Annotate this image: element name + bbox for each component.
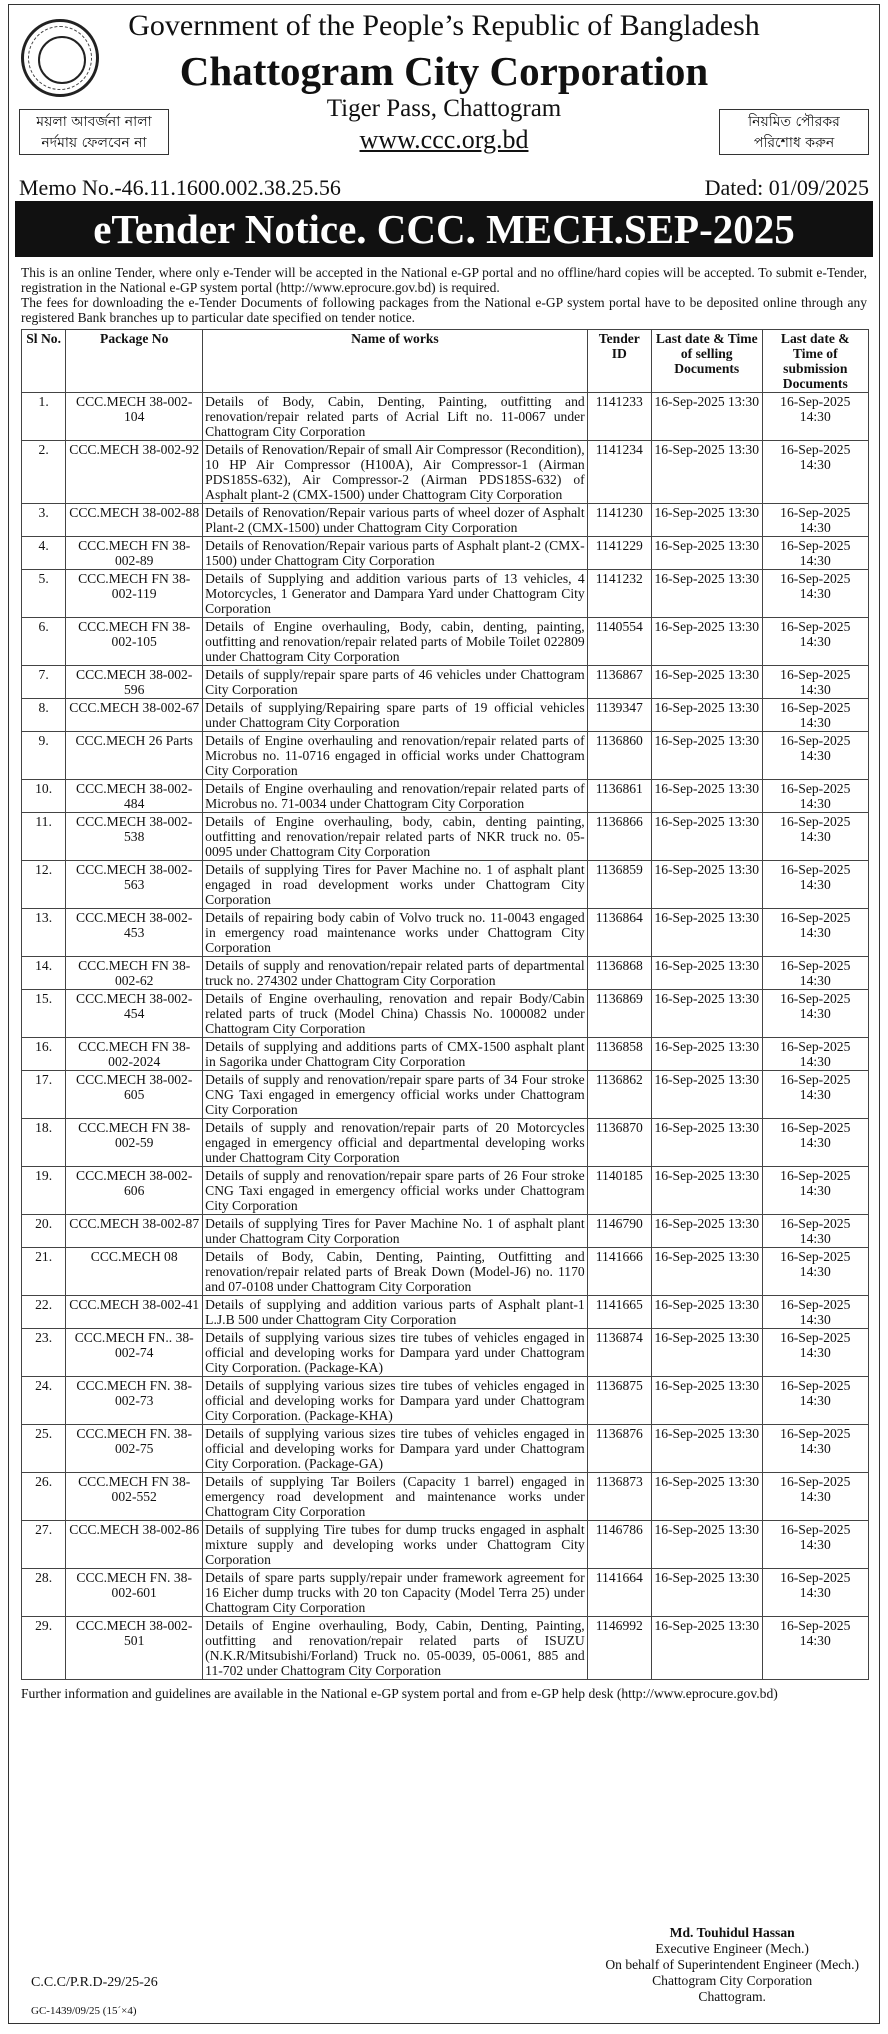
table-row <box>22 990 869 1038</box>
row-tender-id: 1139347 <box>587 699 651 732</box>
table-row <box>22 1473 869 1521</box>
row-sl: 27. <box>22 1521 66 1569</box>
row-sl: 29. <box>22 1617 66 1680</box>
row-work-name: Details of supply and renovation/repair related parts of departmental truck no. 274302 under Chattogram City Corporation <box>203 957 588 990</box>
row-tender-id: 1136861 <box>587 780 651 813</box>
row-work-name: Details of Renovation/Repair of small Air Compressor (Recondition), 10 HP Air Compressor (H100A), Air Compressor-1 (Airman PDS185S-632), Air Compressor-2 (Airman PDS185S-632) of Asphalt plant-2 (CMX-1500) under Chattogram City Corporation <box>203 441 588 504</box>
row-package: CCC.MECH 38-002-563 <box>66 861 203 909</box>
row-tender-id: 1136875 <box>587 1377 651 1425</box>
row-work-name: Details of supplying and addition various parts of Asphalt plant-1 L.J.B 500 under Chattogram City Corporation <box>203 1296 588 1329</box>
row-tender-id: 1141233 <box>587 393 651 441</box>
row-work-name: Details of supplying various sizes tire tubes of vehicles engaged in official and developing works for Dampara yard under Chattogram City Corporation. (Package-KHA) <box>203 1377 588 1425</box>
row-tender-id: 1141230 <box>587 504 651 537</box>
table-row <box>22 1377 869 1425</box>
signatory-title: Executive Engineer (Mech.) <box>655 1941 809 1956</box>
table-row <box>22 780 869 813</box>
row-selling-date: 16-Sep-2025 13:30 <box>651 1329 762 1377</box>
table-row <box>22 1215 869 1248</box>
row-package: CCC.MECH FN 38-002-89 <box>66 537 203 570</box>
row-submission-date: 16-Sep-2025 14:30 <box>762 1038 868 1071</box>
row-selling-date: 16-Sep-2025 13:30 <box>651 732 762 780</box>
row-package: CCC.MECH 26 Parts <box>66 732 203 780</box>
row-selling-date: 16-Sep-2025 13:30 <box>651 1296 762 1329</box>
row-sl: 19. <box>22 1167 66 1215</box>
row-selling-date: 16-Sep-2025 13:30 <box>651 1473 762 1521</box>
signature-block <box>605 1925 859 2005</box>
memo-number: Memo No.-46.11.1600.002.38.25.56 <box>19 175 341 200</box>
row-submission-date: 16-Sep-2025 14:30 <box>762 441 868 504</box>
row-sl: 5. <box>22 570 66 618</box>
table-row <box>22 1167 869 1215</box>
row-work-name: Details of supplying Tires for Paver Machine No. 1 of asphalt plant under Chattogram City Corporation <box>203 1215 588 1248</box>
row-submission-date: 16-Sep-2025 14:30 <box>762 990 868 1038</box>
row-tender-id: 1136866 <box>587 813 651 861</box>
header-sl: Sl No. <box>22 330 66 393</box>
row-package: CCC.MECH FN 38-002-105 <box>66 618 203 666</box>
row-selling-date: 16-Sep-2025 13:30 <box>651 957 762 990</box>
row-tender-id: 1136870 <box>587 1119 651 1167</box>
row-selling-date: 16-Sep-2025 13:30 <box>651 780 762 813</box>
row-submission-date: 16-Sep-2025 14:30 <box>762 1521 868 1569</box>
header-tender-id: Tender ID <box>587 330 651 393</box>
intro-text <box>21 265 867 325</box>
row-package: CCC.MECH 38-002-596 <box>66 666 203 699</box>
row-package: CCC.MECH 08 <box>66 1248 203 1296</box>
row-sl: 11. <box>22 813 66 861</box>
row-work-name: Details of Supplying and addition various parts of 13 vehicles, 4 Motorcycles, 1 Generator and Dampara Yard under Chattogram City Corporation <box>203 570 588 618</box>
row-selling-date: 16-Sep-2025 13:30 <box>651 441 762 504</box>
row-tender-id: 1136873 <box>587 1473 651 1521</box>
header-selling: Last date & Time of selling Documents <box>651 330 762 393</box>
row-tender-id: 1146992 <box>587 1617 651 1680</box>
table-row <box>22 909 869 957</box>
row-work-name: Details of Engine overhauling, body, cabin, denting painting, outfitting and renovation/repair related parts of NKR truck no. 05-0095 under Chattogram City Corporation <box>203 813 588 861</box>
row-selling-date: 16-Sep-2025 13:30 <box>651 699 762 732</box>
row-selling-date: 16-Sep-2025 13:30 <box>651 1038 762 1071</box>
row-package: CCC.MECH FN.. 38-002-74 <box>66 1329 203 1377</box>
row-selling-date: 16-Sep-2025 13:30 <box>651 1521 762 1569</box>
row-work-name: Details of supply and renovation/repair spare parts of 26 Four stroke CNG Taxi engaged in emergency official works under Chattogram City Corporation <box>203 1167 588 1215</box>
row-work-name: Details of supplying Tar Boilers (Capacity 1 barrel) engaged in emergency road development and maintenance works under Chattogram City Corporation <box>203 1473 588 1521</box>
row-tender-id: 1141664 <box>587 1569 651 1617</box>
row-package: CCC.MECH FN. 38-002-75 <box>66 1425 203 1473</box>
tender-table <box>21 329 869 1680</box>
table-row <box>22 537 869 570</box>
table-row <box>22 618 869 666</box>
row-sl: 9. <box>22 732 66 780</box>
row-sl: 28. <box>22 1569 66 1617</box>
row-package: CCC.MECH FN 38-002-62 <box>66 957 203 990</box>
row-package: CCC.MECH FN. 38-002-73 <box>66 1377 203 1425</box>
row-sl: 6. <box>22 618 66 666</box>
row-selling-date: 16-Sep-2025 13:30 <box>651 1071 762 1119</box>
row-tender-id: 1141665 <box>587 1296 651 1329</box>
row-work-name: Details of supply/repair spare parts of 46 vehicles under Chattogram City Corporation <box>203 666 588 699</box>
row-tender-id: 1146790 <box>587 1215 651 1248</box>
row-package: CCC.MECH FN 38-002-2024 <box>66 1038 203 1071</box>
row-package: CCC.MECH 38-002-92 <box>66 441 203 504</box>
row-work-name: Details of Engine overhauling, renovation and repair Body/Cabin related parts of truck (Model China) Chassis No. 1000082 under Chattogram City Corporation <box>203 990 588 1038</box>
row-selling-date: 16-Sep-2025 13:30 <box>651 393 762 441</box>
slogan-box-right <box>719 109 869 155</box>
notice-banner: eTender Notice. CCC. MECH.SEP-2025 <box>15 201 873 257</box>
table-row <box>22 1248 869 1296</box>
intro-paragraph-2: The fees for downloading the e-Tender Documents of following packages from the National e-GP system portal have to be deposited online through any registered Bank branches up to particular date specified on tender notice. <box>21 295 867 325</box>
row-selling-date: 16-Sep-2025 13:30 <box>651 504 762 537</box>
row-submission-date: 16-Sep-2025 14:30 <box>762 1425 868 1473</box>
table-row <box>22 1617 869 1680</box>
row-submission-date: 16-Sep-2025 14:30 <box>762 732 868 780</box>
table-row <box>22 570 869 618</box>
reference-number: C.C.C/P.R.D-29/25-26 <box>31 1975 158 1990</box>
row-submission-date: 16-Sep-2025 14:30 <box>762 1071 868 1119</box>
row-submission-date: 16-Sep-2025 14:30 <box>762 666 868 699</box>
row-work-name: Details of Body, Cabin, Denting, Painting, Outfitting and renovation/repair related parts of Break Down (Model-J6) no. 1170 and 07-0108 under Chattogram City Corporation <box>203 1248 588 1296</box>
table-row <box>22 861 869 909</box>
row-selling-date: 16-Sep-2025 13:30 <box>651 909 762 957</box>
row-submission-date: 16-Sep-2025 14:30 <box>762 699 868 732</box>
row-selling-date: 16-Sep-2025 13:30 <box>651 1248 762 1296</box>
row-sl: 14. <box>22 957 66 990</box>
row-package: CCC.MECH 38-002-501 <box>66 1617 203 1680</box>
row-package: CCC.MECH 38-002-606 <box>66 1167 203 1215</box>
row-selling-date: 16-Sep-2025 13:30 <box>651 1119 762 1167</box>
row-tender-id: 1141232 <box>587 570 651 618</box>
row-work-name: Details of spare parts supply/repair under framework agreement for 16 Eicher dump trucks with 20 ton Capacity (Model Terra 25) under Chattogram City Corporation <box>203 1569 588 1617</box>
corporation-title: Chattogram City Corporation <box>179 48 709 94</box>
row-submission-date: 16-Sep-2025 14:30 <box>762 393 868 441</box>
row-tender-id: 1136876 <box>587 1425 651 1473</box>
table-body <box>22 393 869 1680</box>
row-package: CCC.MECH FN. 38-002-601 <box>66 1569 203 1617</box>
row-tender-id: 1136874 <box>587 1329 651 1377</box>
table-row <box>22 1329 869 1377</box>
row-tender-id: 1136868 <box>587 957 651 990</box>
row-submission-date: 16-Sep-2025 14:30 <box>762 1248 868 1296</box>
table-row <box>22 1038 869 1071</box>
row-submission-date: 16-Sep-2025 14:30 <box>762 1473 868 1521</box>
corporation-address: Tiger Pass, Chattogram <box>326 95 562 122</box>
row-work-name: Details of supply and renovation/repair spare parts of 34 Four stroke CNG Taxi engaged in emergency official works under Chattogram City Corporation <box>203 1071 588 1119</box>
row-submission-date: 16-Sep-2025 14:30 <box>762 537 868 570</box>
table-row <box>22 1425 869 1473</box>
row-tender-id: 1136862 <box>587 1071 651 1119</box>
row-submission-date: 16-Sep-2025 14:30 <box>762 1119 868 1167</box>
row-sl: 18. <box>22 1119 66 1167</box>
row-package: CCC.MECH 38-002-605 <box>66 1071 203 1119</box>
row-selling-date: 16-Sep-2025 13:30 <box>651 990 762 1038</box>
table-row <box>22 441 869 504</box>
row-submission-date: 16-Sep-2025 14:30 <box>762 1215 868 1248</box>
row-sl: 7. <box>22 666 66 699</box>
row-sl: 3. <box>22 504 66 537</box>
slogan-left-line1: ময়লা আবর্জনা নালা <box>36 114 152 130</box>
header-package: Package No <box>66 330 203 393</box>
tender-notice-page <box>8 4 880 2024</box>
row-tender-id: 1136860 <box>587 732 651 780</box>
row-tender-id: 1136859 <box>587 861 651 909</box>
row-work-name: Details of supplying various sizes tire tubes of vehicles engaged in official and developing works for Dampara yard under Chattogram City Corporation. (Package-GA) <box>203 1425 588 1473</box>
row-tender-id: 1136869 <box>587 990 651 1038</box>
row-submission-date: 16-Sep-2025 14:30 <box>762 1296 868 1329</box>
row-sl: 20. <box>22 1215 66 1248</box>
row-work-name: Details of repairing body cabin of Volvo truck no. 11-0043 engaged in emergency road maintenance works under Chattogram City Corporation <box>203 909 588 957</box>
row-submission-date: 16-Sep-2025 14:30 <box>762 957 868 990</box>
signatory-behalf: On behalf of Superintendent Engineer (Mech.) <box>605 1957 859 1972</box>
row-work-name: Details of Engine overhauling, Body, cabin, denting, painting, outfitting and renovation/repair related parts of Mobile Toilet 022809 under Chattogram City Corporation <box>203 618 588 666</box>
row-selling-date: 16-Sep-2025 13:30 <box>651 1617 762 1680</box>
row-submission-date: 16-Sep-2025 14:30 <box>762 780 868 813</box>
row-work-name: Details of supplying various sizes tire tubes of vehicles engaged in official and developing works for Dampara yard under Chattogram City Corporation. (Package-KA) <box>203 1329 588 1377</box>
row-work-name: Details of supplying/Repairing spare parts of 19 official vehicles under Chattogram City Corporation <box>203 699 588 732</box>
row-sl: 26. <box>22 1473 66 1521</box>
intro-paragraph-1: This is an online Tender, where only e-Tender will be accepted in the National e-GP portal and no offline/hard copies will be accepted. To submit e-Tender, registration in the National e-GP system portal (http://www.eprocure.gov.bd) is required. <box>21 265 867 295</box>
row-sl: 17. <box>22 1071 66 1119</box>
row-package: CCC.MECH 38-002-41 <box>66 1296 203 1329</box>
table-row <box>22 1521 869 1569</box>
row-sl: 13. <box>22 909 66 957</box>
row-selling-date: 16-Sep-2025 13:30 <box>651 1215 762 1248</box>
row-work-name: Details of supply and renovation/repair parts of 20 Motorcycles engaged in emergency official and departmental developing works under Chattogram City Corporation <box>203 1119 588 1167</box>
row-selling-date: 16-Sep-2025 13:30 <box>651 570 762 618</box>
row-tender-id: 1140554 <box>587 618 651 666</box>
row-submission-date: 16-Sep-2025 14:30 <box>762 504 868 537</box>
memo-date: Dated: 01/09/2025 <box>704 175 869 200</box>
row-submission-date: 16-Sep-2025 14:30 <box>762 1377 868 1425</box>
row-package: CCC.MECH 38-002-87 <box>66 1215 203 1248</box>
row-work-name: Details of Renovation/Repair various parts of wheel dozer of Asphalt Plant-2 (CMX-1500) under Chattogram City Corporation <box>203 504 588 537</box>
table-row <box>22 1296 869 1329</box>
row-sl: 8. <box>22 699 66 732</box>
row-work-name: Details of Engine overhauling and renovation/repair related parts of Microbus no. 11-0716 engaged in official works under Chattogram City Corporation <box>203 732 588 780</box>
row-package: CCC.MECH 38-002-538 <box>66 813 203 861</box>
row-submission-date: 16-Sep-2025 14:30 <box>762 618 868 666</box>
slogan-box-left <box>19 109 169 155</box>
memo-row <box>9 155 879 201</box>
government-title: Government of the People’s Republic of Bangladesh <box>128 9 760 42</box>
notice-header <box>9 5 879 155</box>
row-sl: 4. <box>22 537 66 570</box>
row-sl: 24. <box>22 1377 66 1425</box>
row-submission-date: 16-Sep-2025 14:30 <box>762 1569 868 1617</box>
row-package: CCC.MECH 38-002-88 <box>66 504 203 537</box>
row-submission-date: 16-Sep-2025 14:30 <box>762 813 868 861</box>
row-selling-date: 16-Sep-2025 13:30 <box>651 666 762 699</box>
footer-note: Further information and guidelines are available in the National e-GP system portal and from e-GP help desk (http://www.eprocure.gov.bd) <box>21 1686 778 1701</box>
row-sl: 22. <box>22 1296 66 1329</box>
row-tender-id: 1141666 <box>587 1248 651 1296</box>
table-row <box>22 393 869 441</box>
row-sl: 23. <box>22 1329 66 1377</box>
row-package: CCC.MECH 38-002-484 <box>66 780 203 813</box>
table-header-row <box>22 330 869 393</box>
table-row <box>22 1569 869 1617</box>
row-tender-id: 1141234 <box>587 441 651 504</box>
row-sl: 25. <box>22 1425 66 1473</box>
row-submission-date: 16-Sep-2025 14:30 <box>762 1329 868 1377</box>
table-row <box>22 699 869 732</box>
row-sl: 1. <box>22 393 66 441</box>
header-submission: Last date & Time of submission Documents <box>762 330 868 393</box>
signatory-city: Chattogram. <box>698 1989 766 2004</box>
row-work-name: Details of supplying Tires for Paver Machine no. 1 of asphalt plant engaged in road development works under Chattogram City Corporation <box>203 861 588 909</box>
row-tender-id: 1136858 <box>587 1038 651 1071</box>
row-package: CCC.MECH FN 38-002-119 <box>66 570 203 618</box>
row-package: CCC.MECH 38-002-104 <box>66 393 203 441</box>
row-work-name: Details of Body, Cabin, Denting, Painting, outfitting and renovation/repair related parts of Acrial Lift no. 11-0067 under Chattogram City Corporation <box>203 393 588 441</box>
table-row <box>22 813 869 861</box>
row-selling-date: 16-Sep-2025 13:30 <box>651 1167 762 1215</box>
row-tender-id: 1140185 <box>587 1167 651 1215</box>
slogan-right-line2: পরিশোধ করুন <box>753 135 835 151</box>
table-row <box>22 666 869 699</box>
row-sl: 2. <box>22 441 66 504</box>
signatory-name: Md. Touhidul Hassan <box>669 1925 795 1940</box>
row-submission-date: 16-Sep-2025 14:30 <box>762 909 868 957</box>
row-tender-id: 1136867 <box>587 666 651 699</box>
slogan-left-line2: নর্দমায় ফেলবেন না <box>41 135 147 151</box>
row-selling-date: 16-Sep-2025 13:30 <box>651 537 762 570</box>
row-selling-date: 16-Sep-2025 13:30 <box>651 1377 762 1425</box>
row-submission-date: 16-Sep-2025 14:30 <box>762 1617 868 1680</box>
slogan-right-line1: নিয়মিত পৌরকর <box>748 114 840 130</box>
row-selling-date: 16-Sep-2025 13:30 <box>651 813 762 861</box>
row-work-name: Details of Renovation/Repair various parts of Asphalt plant-2 (CMX-1500) under Chattogram City Corporation <box>203 537 588 570</box>
row-selling-date: 16-Sep-2025 13:30 <box>651 861 762 909</box>
row-tender-id: 1146786 <box>587 1521 651 1569</box>
table-row <box>22 504 869 537</box>
row-tender-id: 1136864 <box>587 909 651 957</box>
row-package: CCC.MECH FN 38-002-59 <box>66 1119 203 1167</box>
gc-code: GC-1439/09/25 (15´×4) <box>31 2005 137 2017</box>
row-selling-date: 16-Sep-2025 13:30 <box>651 618 762 666</box>
row-sl: 10. <box>22 780 66 813</box>
row-work-name: Details of Engine overhauling, Body, Cabin, Denting, Painting, outfitting and renovation/repair related parts of ISUZU (N.K.R/Mitsubishi/Forland) Truck no. 05-0039, 05-0061, 885 and 11-702 under Chattogram City Corporation <box>203 1617 588 1680</box>
table-row <box>22 1071 869 1119</box>
table-row <box>22 957 869 990</box>
row-submission-date: 16-Sep-2025 14:30 <box>762 570 868 618</box>
table-row <box>22 732 869 780</box>
row-work-name: Details of Engine overhauling and renovation/repair related parts of Microbus no. 71-0034 under Chattogram City Corporation <box>203 780 588 813</box>
row-sl: 21. <box>22 1248 66 1296</box>
corporation-website[interactable]: www.ccc.org.bd <box>359 125 529 154</box>
row-submission-date: 16-Sep-2025 14:30 <box>762 861 868 909</box>
row-selling-date: 16-Sep-2025 13:30 <box>651 1569 762 1617</box>
row-package: CCC.MECH FN 38-002-552 <box>66 1473 203 1521</box>
row-sl: 15. <box>22 990 66 1038</box>
row-package: CCC.MECH 38-002-67 <box>66 699 203 732</box>
row-submission-date: 16-Sep-2025 14:30 <box>762 1167 868 1215</box>
row-work-name: Details of supplying Tire tubes for dump trucks engaged in asphalt mixture supply and developing works under Chattogram City Corporation <box>203 1521 588 1569</box>
header-name: Name of works <box>203 330 588 393</box>
row-package: CCC.MECH 38-002-454 <box>66 990 203 1038</box>
row-selling-date: 16-Sep-2025 13:30 <box>651 1425 762 1473</box>
row-work-name: Details of supplying and additions parts of CMX-1500 asphalt plant in Sagorika under Chattogram City Corporation <box>203 1038 588 1071</box>
table-row <box>22 1119 869 1167</box>
row-tender-id: 1141229 <box>587 537 651 570</box>
signatory-org: Chattogram City Corporation <box>652 1973 813 1988</box>
row-package: CCC.MECH 38-002-86 <box>66 1521 203 1569</box>
row-sl: 16. <box>22 1038 66 1071</box>
row-sl: 12. <box>22 861 66 909</box>
row-package: CCC.MECH 38-002-453 <box>66 909 203 957</box>
